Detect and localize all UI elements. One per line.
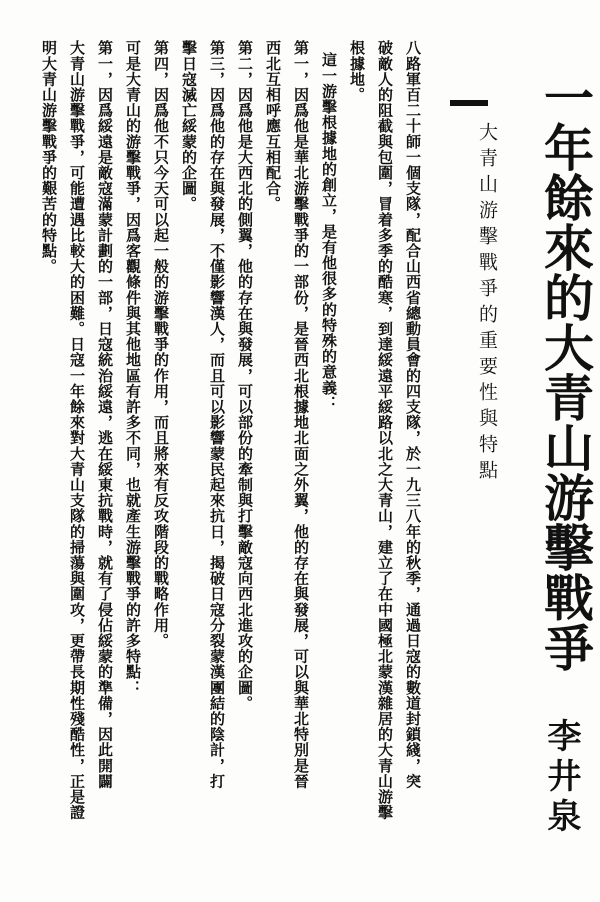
body-column: 第一，因爲他是華北游擊戰爭的一部份，是晉西北根據地北面之外翼，他的存在與發展，可以與華北特別是晉 [292, 40, 310, 789]
body-column: 這一游擊根據地的創立，是有他很多的特殊的意義： [320, 52, 338, 411]
body-column: 根據地。 [348, 40, 366, 103]
body-column: 第四，因爲他不只今天可以起一般的游擊戰爭的作用，而且將來有反攻階段的戰略作用。 [152, 40, 170, 649]
body-column: 大青山游擊戰爭，可能遭遇比較大的困難。日寇一年餘來對大青山支隊的掃蕩與圍攻，更帶長期性殘酷性，正是證 [68, 40, 86, 820]
body-column: 第一，因爲綏遠是敵寇滿蒙計劃的一部，日寇統治綏遠，逃在綏東抗戰時，就有了侵佔綏蒙的準備，因此開闢 [96, 40, 114, 789]
body-column: 破敵人的阻截與包圍，冒着多季的酷寒，到達綏遠平綏路以北之大青山，建立了在中國極北蒙漢雜居的大青山游擊 [376, 40, 394, 820]
body-column: 可是大青山的游擊戰爭，因爲客觀條件與其他地區有許多不同，也就產生游擊戰爭的許多特點： [124, 40, 142, 696]
section-heading: 大青山游擊戰爭的重要性與特點 [476, 122, 498, 486]
body-column: 第三，因爲他的存在與發展，不僅影響漢人，而且可以影響蒙民起來抗日，揭破日寇分裂蒙漢團結的陰計，打 [208, 40, 226, 789]
body-column: 西北互相呼應互相配合。 [264, 40, 282, 212]
body-column: 擊日寇滅亡綏蒙的企圖。 [180, 40, 198, 212]
body-column: 八路軍百二十師一個支隊，配合山西省總動員會的四支隊，於一九三八年的秋季，通過日寇的數道封鎖綫，突 [404, 40, 422, 789]
section-number [450, 88, 488, 118]
author-name: 李井泉 [541, 718, 581, 838]
article-title: 一年餘來的大青山游擊戰爭 [536, 72, 595, 672]
body-column: 第二，因爲他是大西北的側翼，他的存在與發展，可以部份的牽制與打擊敵寇向西北進攻的企圖。 [236, 40, 254, 711]
body-column: 明大青山游擊戰爭的艱苦的特點。 [40, 40, 58, 274]
